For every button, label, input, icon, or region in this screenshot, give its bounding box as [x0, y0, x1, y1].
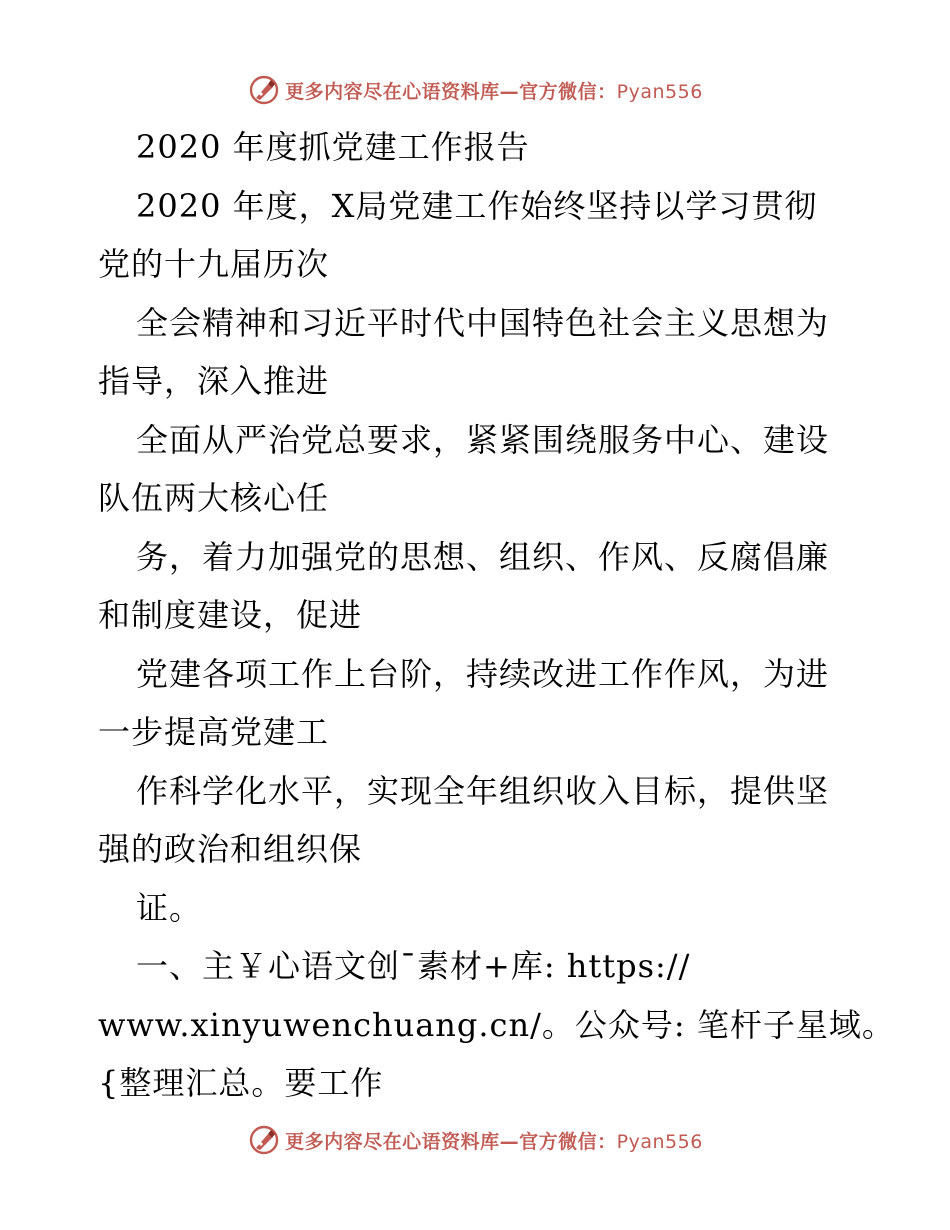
document-line: 全面从严治党总要求，紧紧围绕服务中心、建设 — [136, 420, 830, 459]
document-line: 党建各项工作上台阶，持续改进工作作风，为进 — [136, 654, 830, 693]
document-line: 强的政治和组织保 — [98, 830, 363, 868]
document-body — [98, 118, 895, 1113]
document-line: 党的十九届历次 — [98, 245, 330, 283]
pen-nib-logo-icon — [247, 1123, 281, 1157]
document-line: {整理汇总。要工作 — [98, 1064, 384, 1102]
document-line: 指导，深入推进 — [98, 362, 330, 400]
header-banner-label — [285, 77, 703, 104]
document-line: 2020 年度抓党建工作报告 — [136, 128, 530, 166]
document-line: 证。 — [136, 888, 203, 927]
footer-banner — [0, 1120, 950, 1160]
document-line: 队伍两大核心任 — [98, 479, 330, 517]
document-line: 和制度建设，促进 — [98, 596, 363, 634]
pen-nib-logo-icon — [247, 73, 281, 107]
document-line: 一、主￥心语文创¯素材+库: https:// — [136, 947, 691, 985]
document-line: 务，着力加强党的思想、组织、作风、反腐倡廉 — [136, 537, 830, 576]
document-line: 一步提高党建工 — [98, 713, 330, 751]
header-banner — [0, 70, 950, 110]
document-line: www.xinyuwenchuang.cn/。公众号: 笔杆子星域。 — [98, 1005, 895, 1044]
document-line: 作科学化水平，实现全年组织收入目标，提供坚 — [136, 771, 830, 810]
footer-banner-wechat-id: Pyan556 — [616, 1130, 703, 1153]
header-banner-text: 更多内容尽在心语资料库—官方微信： — [285, 80, 617, 103]
document-line: 全会精神和习近平时代中国特色社会主义思想为 — [136, 303, 830, 342]
footer-banner-text: 更多内容尽在心语资料库—官方微信： — [285, 1130, 617, 1153]
footer-banner-label — [285, 1127, 703, 1154]
header-banner-wechat-id: Pyan556 — [616, 80, 703, 103]
document-line: 2020 年度，X局党建工作始终坚持以学习贯彻 — [136, 186, 818, 225]
